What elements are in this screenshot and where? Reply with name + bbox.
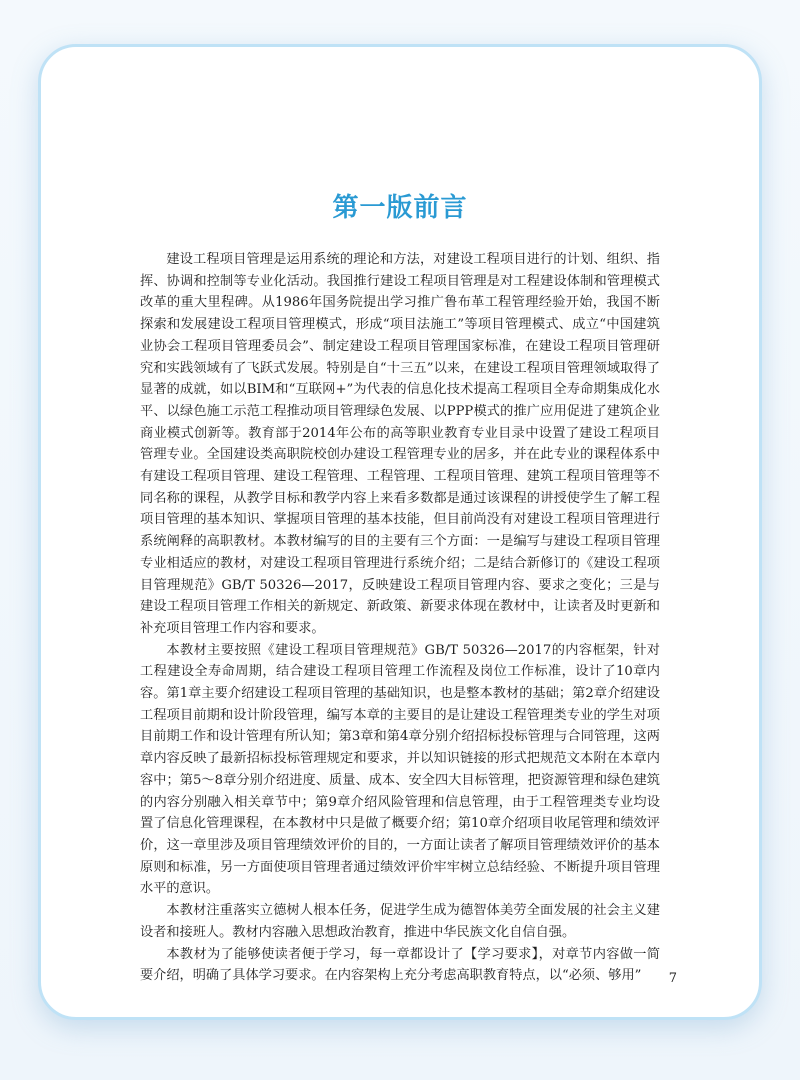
paragraph: 本教材主要按照《建设工程项目管理规范》GB/T 50326—2017的内容框架，针对工程建设全寿命周期，结合建设工程项目管理工作流程及岗位工作标准，设计了10章内容。第1章主要介绍建设工程项目管理的基础知识，也是整本教材的基础；第2章介绍建设工程项目前期和设计阶段管理，编写本章的主要目的是让建设工程管理类专业的学生对项目前期工作和设计管理有所认知；第3章和第4章分别介绍招标投标管理与合同管理，这两章内容反映了最新招标投标管理规定和要求，并以知识链接的形式把规范文本附在本章内容中；第5～8章分别介绍进度、质量、成本、安全四大目标管理，把资源管理和绿色建筑的内容分别融入相关章节中；第9章介绍风险管理和信息管理，由于工程管理类专业均设置了信息化管理课程，在本教材中只是做了概要介绍；第10章介绍项目收尾管理和绩效评价，这一章里涉及项目管理绩效评价的目的，一方面让读者了解项目管理绩效评价的基本原则和标准，另一方面使项目管理者通过绩效评价牢牢树立总结经验、不断提升项目管理水平的意识。 xyxy=(140,642,660,897)
paragraph: 本教材为了能够使读者便于学习，每一章都设计了【学习要求】，对章节内容做一简要介绍，明确了具体学习要求。在内容架构上充分考虑高职教育特点，以“必须、够用” xyxy=(140,946,660,984)
page-card xyxy=(38,44,762,1020)
paragraph: 建设工程项目管理是运用系统的理论和方法，对建设工程项目进行的计划、组织、指挥、协调和控制等专业化活动。我国推行建设工程项目管理是对工程建设体制和管理模式改革的重大里程碑。从1986年国务院提出学习推广鲁布革工程管理经验开始，我国不断探索和发展建设工程项目管理模式，形成“项目法施工”等项目管理模式、成立“中国建筑业协会工程项目管理委员会”、制定建设工程项目管理国家标准，在建设工程项目管理研究和实践领域有了飞跃式发展。特别是自“十三五”以来，在建设工程项目管理领域取得了显著的成就，如以BIM和“互联网+”为代表的信息化技术提高工程项目全寿命期集成化水平、以绿色施工示范工程推动项目管理绿色发展、以PPP模式的推广应用促进了建筑企业商业模式创新等。教育部于2014年公布的高等职业教育专业目录中设置了建设工程项目管理专业。全国建设类高职院校创办建设工程管理专业的居多，并在此专业的课程体系中有建设工程项目管理、建设工程管理、工程管理、工程项目管理、建筑工程项目管理等不同名称的课程，从教学目标和教学内容上来看多数都是通过该课程的讲授使学生了解工程项目管理的基本知识、掌握项目管理的基本技能，但目前尚没有对建设工程项目管理进行系统阐释的高职教材。本教材编写的目的主要有三个方面：一是编写与建设工程项目管理专业相适应的教材，对建设工程项目管理进行系统介绍；二是结合新修订的《建设工程项目管理规范》GB/T 50326—2017，反映建设工程项目管理内容、要求之变化；三是与建设工程项目管理工作相关的新规定、新政策、新要求体现在教材中，让读者及时更新和补充项目管理工作内容和要求。 xyxy=(140,252,660,636)
page-title: 第一版前言 xyxy=(332,193,468,223)
body-text xyxy=(140,249,660,987)
page-number: 7 xyxy=(668,971,677,986)
paragraph: 本教材注重落实立德树人根本任务，促进学生成为德智体美劳全面发展的社会主义建设者和接班人。教材内容融入思想政治教育，推进中华民族文化自信自强。 xyxy=(140,903,660,940)
